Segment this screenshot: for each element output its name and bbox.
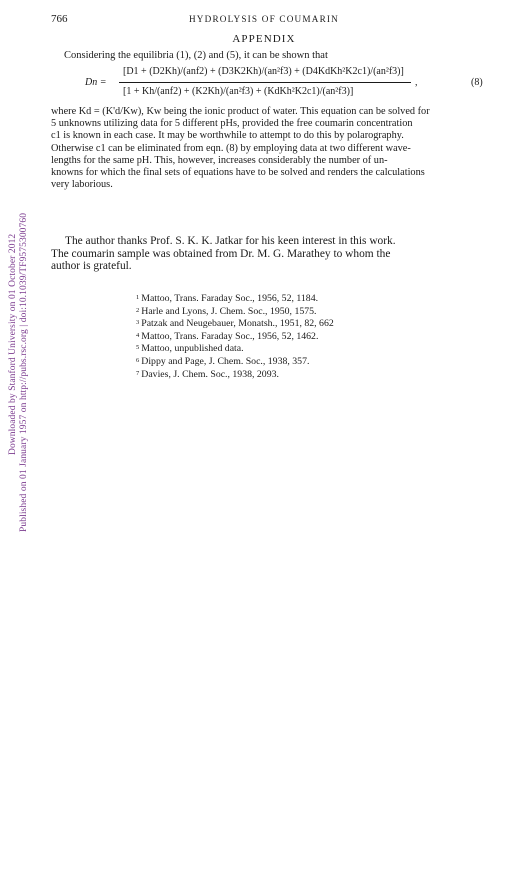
acknowledgement-line: The author thanks Prof. S. K. K. Jatkar for his keen interest in this work. (65, 235, 396, 247)
reference-item: $^4$ Mattoo, Trans. Faraday Soc., 1956, 52, 1462. (136, 330, 319, 342)
acknowledgement-line: The coumarin sample was obtained from Dr. M. G. Marathey to whom the (51, 247, 391, 260)
section-title: APPENDIX (232, 33, 296, 45)
paragraph-line: where Kd = (K'd/Kw), Kw being the ionic product of water. This equation can be solved for (51, 106, 430, 117)
equation-denominator: [1 + Kh/(anf2) + (K2Kh)/(an²f3) + (KdKh²K2c1)/(an²f3)] (123, 86, 354, 97)
paragraph-line: 5 unknowns utilizing data for 5 different pHs, provided the free coumarin concentration (51, 118, 413, 130)
equation-comma: , (415, 77, 418, 88)
paragraph-line: lengths for the same pH. This, however, increases considerably the number of un- (51, 154, 388, 166)
reference-item: $^2$ Harle and Lyons, J. Chem. Soc., 1950, 1575. (136, 305, 317, 317)
acknowledgement (51, 235, 477, 273)
reference-item: $^5$ Mattoo, unpublished data. (136, 343, 244, 355)
paragraph-line: Otherwise c1 can be eliminated from eqn. (8) by employing data at two different wave- (51, 142, 411, 154)
side-watermark (0, 0, 30, 887)
intro-sentence: Considering the equilibria (1), (2) and (5), it can be shown that (64, 50, 328, 61)
equation-number: (8) (471, 77, 483, 88)
page-number: 766 (51, 13, 68, 25)
fraction-bar (119, 82, 411, 83)
body-paragraph (51, 106, 475, 191)
equation-lhs: Dn = (85, 77, 107, 88)
reference-item: $^6$ Dippy and Page, J. Chem. Soc., 1938, 357. (136, 355, 310, 367)
publication-notice: Published on 01 January 1957 on http://pubs.rsc.org | doi:10.1039/TF9575300760 (19, 212, 29, 532)
reference-item: $^3$ Patzak and Neugebauer, Monatsh., 1951, 82, 662 (136, 318, 334, 330)
paragraph-line: very laborious. (51, 179, 113, 191)
paragraph-line: c1 is known in each case. It may be worthwhile to attempt to do this by polarography. (51, 130, 404, 142)
reference-item: $^1$ Mattoo, Trans. Faraday Soc., 1956, 52, 1184. (136, 293, 319, 304)
download-notice: Downloaded by Stanford University on 01 October 2012 (8, 233, 18, 455)
paragraph-line: knowns for which the final sets of equations have to be solved and renders the calculations (51, 167, 425, 179)
equation-numerator: [D1 + (D2Kh)/(anf2) + (D3K2Kh)/(an²f3) + (D4KdKh²K2c1)/(an²f3)] (123, 66, 404, 77)
reference-item: $^7$ Davies, J. Chem. Soc., 1938, 2093. (136, 368, 279, 380)
running-title: HYDROLYSIS OF COUMARIN (188, 14, 340, 24)
reference-list (136, 292, 334, 380)
equation-8 (85, 66, 485, 106)
acknowledgement-line: author is grateful. (51, 260, 132, 272)
